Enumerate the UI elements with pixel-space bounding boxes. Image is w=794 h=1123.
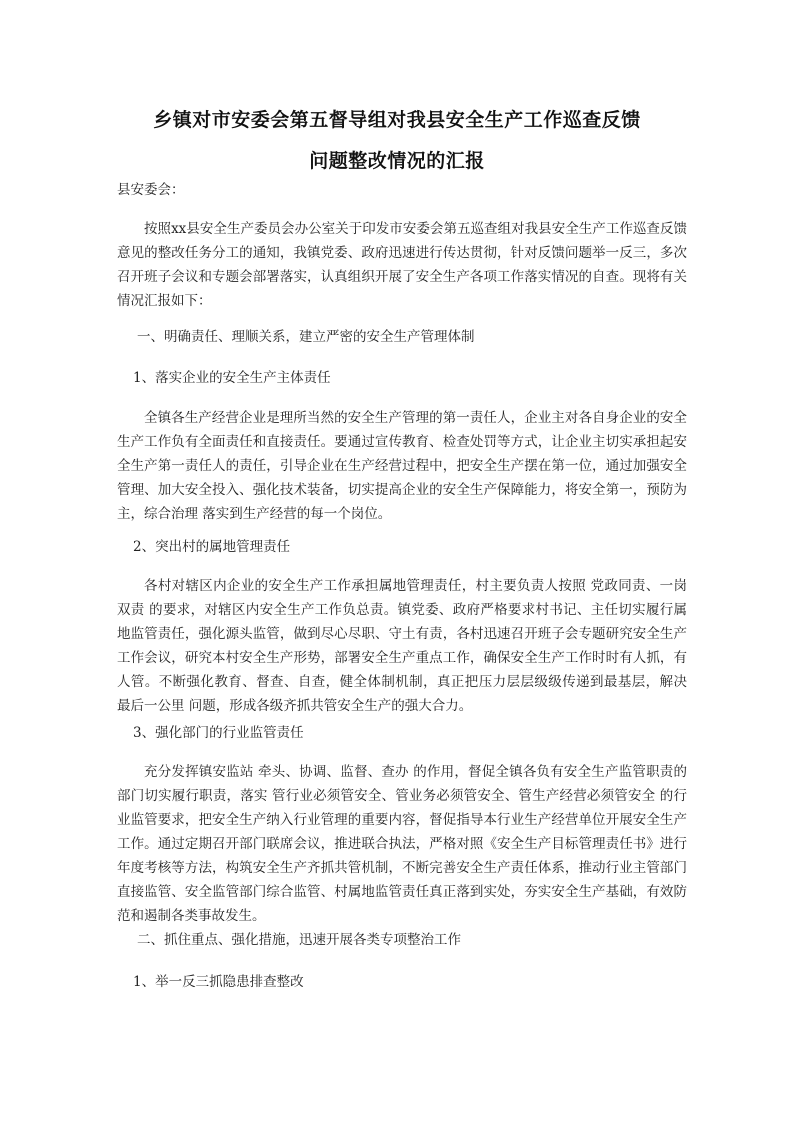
- document-title-line-1: 乡镇对市安委会第五督导组对我县安全生产工作巡查反馈: [153, 109, 641, 131]
- section-2-item-1-heading: 1、举一反三抓隐患排查整改: [133, 974, 304, 990]
- section-1-item-1-heading: 1、落实企业的安全生产主体责任: [133, 370, 331, 386]
- section-1-item-2-heading: 2、突出村的属地管理责任: [133, 539, 291, 555]
- section-1-item-3-heading: 3、强化部门的行业监管责任: [133, 725, 304, 741]
- section-1-item-2-body: 各村对辖区内企业的安全生产工作承担属地管理责任，村主要负责人按照 党政同责、一岗双责 的要求，对辖区内安全生产工作负总责。镇党委、政府严格要求村书记、主任切实履行属地监管责任，强化源头监管，做到尽心尽职、守土有责，各村迅速召开班子会专题研究安全生产工作会议，研究本村安全生产形势，部署安全生产重点工作，确保安全生产工作时时有人抓，有人管。不断强化教育、督查、自查，健全体制机制，真正把压力层层级级传递到最基层，解决 最后一公里 问题，形成各级齐抓共管安全生产的强大合力。: [117, 578, 687, 714]
- section-1-heading: 一、明确责任、理顺关系，建立严密的安全生产管理体制: [137, 329, 475, 345]
- document-title-line-2: 问题整改情况的汇报: [309, 150, 485, 172]
- salutation: 县安委会：: [117, 182, 185, 198]
- section-2-heading: 二、抓住重点、强化措施，迅速开展各类专项整治工作: [137, 932, 461, 948]
- section-1-item-1-body: 全镇各生产经营企业是理所当然的安全生产管理的第一责任人，企业主对各自身企业的安全生产工作负有全面责任和直接责任。要通过宣传教育、检查处罚等方式，让企业主切实承担起安全生产第一责任人的责任，引导企业在生产经营过程中，把安全生产摆在第一位，通过加强安全管理、加大安全投入、强化技术装备，切实提高企业的安全生产保障能力，将安全第一，预防为主，综合治理 落实到生产经营的每一个岗位。: [117, 410, 687, 522]
- intro-paragraph: 按照xx县安全生产委员会办公室关于印发市安委会第五巡查组对我县安全生产工作巡查反馈意见的整改任务分工的通知，我镇党委、政府迅速进行传达贯彻，针对反馈问题举一反三，多次召开班子会议和专题会部署落实，认真组织开展了安全生产各项工作落实情况的自查。现将有关情况汇报如下：: [117, 221, 687, 309]
- section-1-item-3-body: 充分发挥镇安监站 牵头、协调、监督、查办 的作用，督促全镇各负有安全生产监管职责的部门切实履行职责，落实 管行业必须管安全、管业务必须管安全、管生产经营必须管安全 的行业监管要求，把安全生产纳入行业管理的重要内容，督促指导本行业生产经营单位开展安全生产工作。通过定期召开部门联席会议，推进联合执法，严格对照《安全生产目标管理责任书》进行年度考核等方法，构筑安全生产齐抓共管机制，不断完善安全生产责任体系，推动行业主管部门直接监管、安全监管部门综合监管、村属地监管责任真正落到实处，夯实安全生产基础，有效防范和遏制各类事故发生。: [117, 764, 687, 924]
